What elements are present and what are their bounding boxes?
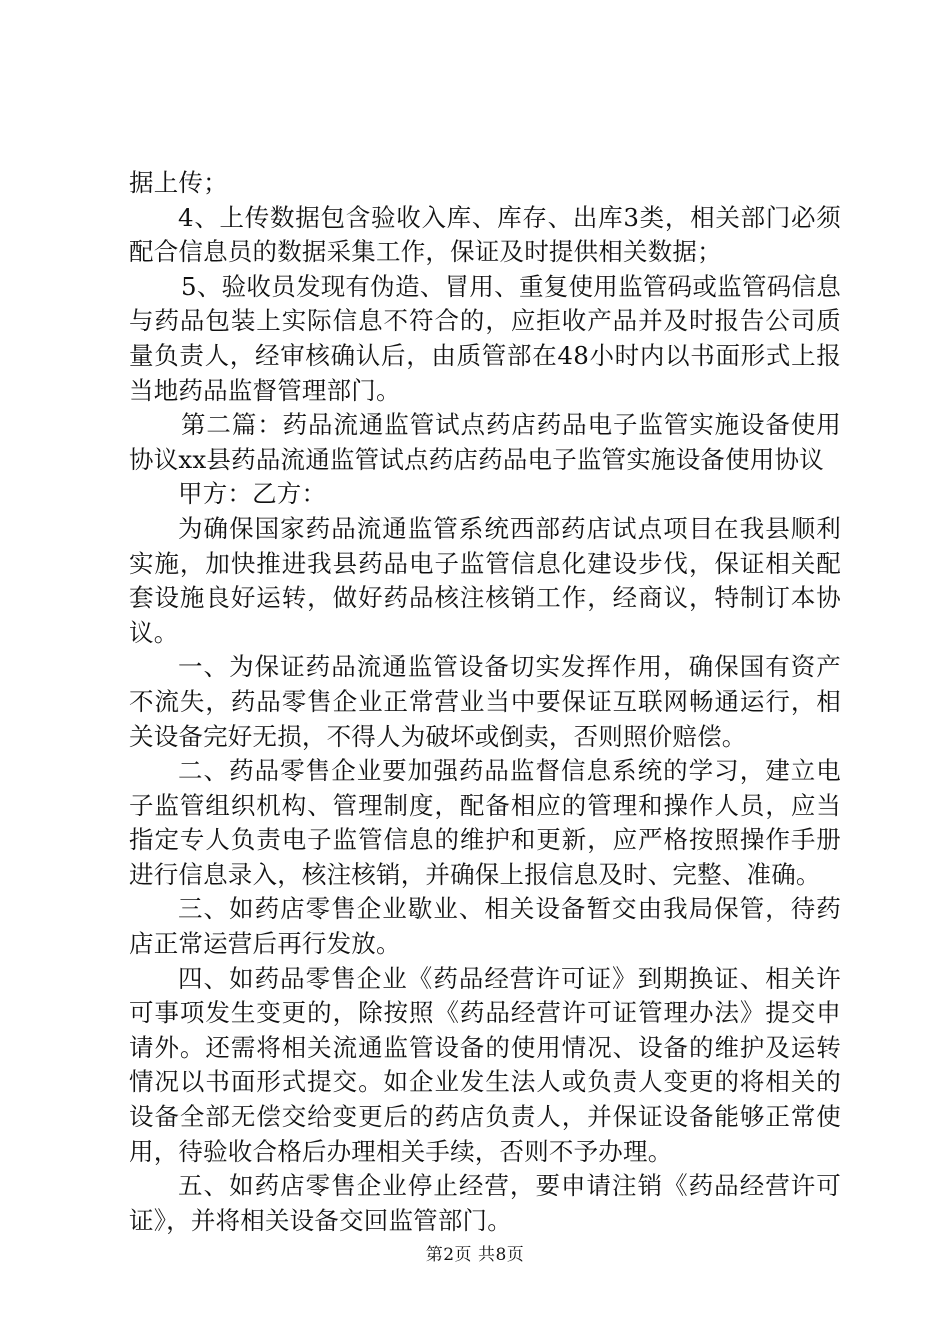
paragraph-clause-4: 四、如药品零售企业《药品经营许可证》到期换证、相关许可事项发生变更的，除按照《药品经营许可证管理办法》提交申请外。还需将相关流通监管设备的使用情况、设备的维护及运转情况以书面形式提交。如企业发生法人或负责人变更的将相关的设备全部无偿交给变更后的药店负责人，并保证设备能够正常使用，待验收合格后办理相关手续，否则不予办理。 [129,963,841,1166]
paragraph-item-4: 4、上传数据包含验收入库、库存、出库3类，相关部门必须配合信息员的数据采集工作，保证及时提供相关数据； [129,202,841,267]
paragraph-continuation: 据上传； [129,168,228,197]
section-heading-part-two: 第二篇：药品流通监管试点药店药品电子监管实施设备使用协议xx县药品流通监管试点药店药品电子监管实施设备使用协议 [129,410,841,474]
paragraph-clause-2: 二、药品零售企业要加强药品监督信息系统的学习，建立电子监管组织机构、管理制度，配备相应的管理和操作人员，应当指定专人负责电子监管信息的维护和更新，应严格按照操作手册进行信息录入，核注核销，并确保上报信息及时、完整、准确。 [129,756,841,889]
page-footer: 第2页 共8页 [425,1245,525,1265]
paragraph-clause-1: 一、为保证药品流通监管设备切实发挥作用，确保国有资产不流失，药品零售企业正常营业当中要保证互联网畅通运行，相关设备完好无损，不得人为破坏或倒卖，否则照价赔偿。 [129,652,841,751]
paragraph-intro: 为确保国家药品流通监管系统西部药店试点项目在我县顺利实施，加快推进我县药品电子监管信息化建设步伐，保证相关配套设施良好运转，做好药品核注核销工作，经商议，特制订本协议。 [129,513,841,647]
paragraph-parties: 甲方：乙方： [178,479,327,509]
document-body [129,166,841,1238]
paragraph-item-5: 5、验收员发现有伪造、冒用、重复使用监管码或监管码信息与药品包装上实际信息不符合的，应拒收产品并及时报告公司质量负责人，经审核确认后，由质管部在48小时内以书面形式上报当地药品监督管理部门。 [129,271,841,405]
paragraph-clause-3: 三、如药店零售企业歇业、相关设备暂交由我局保管，待药店正常运营后再行发放。 [129,894,841,959]
paragraph-clause-5: 五、如药店零售企业停止经营，要申请注销《药品经营许可证》，并将相关设备交回监管部门。 [129,1171,841,1235]
